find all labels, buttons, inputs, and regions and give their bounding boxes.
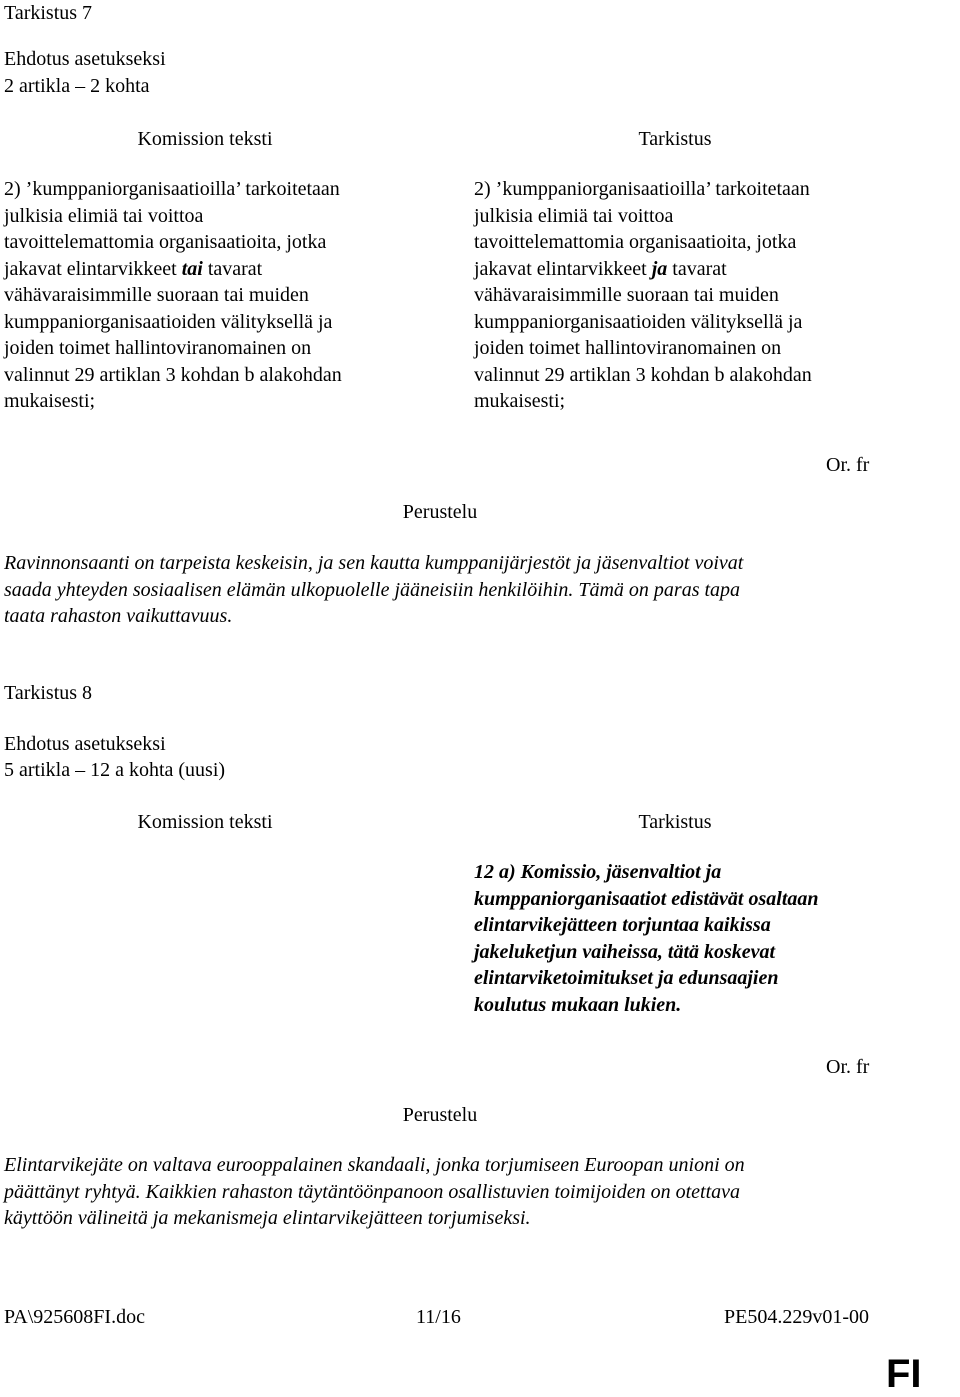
text-line: 2) ’kumppaniorganisaatioilla’ tarkoitetaan (474, 178, 810, 200)
amendment-7-proposal: Ehdotus asetukseksi (4, 48, 166, 70)
amendment-8-justification-header: Perustelu (402, 1104, 478, 1126)
text-line: jakeluketjun vaiheissa, tätä koskevat (474, 940, 776, 963)
changed-word: ja (651, 257, 668, 280)
text-line: tavoittelemattomia organisaatioita, jotka (4, 231, 327, 253)
text-line: 2) ’kumppaniorganisaatioilla’ tarkoitetaan (4, 178, 340, 200)
footer-file-name: PA\925608FI.doc (4, 1306, 145, 1328)
text-line: elintarviketoimitukset ja edunsaajien (474, 967, 779, 989)
text-line: valinnut 29 artiklan 3 kohdan b alakohdan (474, 363, 812, 386)
text-line: jakavat elintarvikkeet ja tavarat (474, 257, 727, 280)
amendment-7-commission-text (4, 176, 414, 415)
footer-page-number: 11/16 (416, 1306, 461, 1328)
text-line: saada yhteyden sosiaalisen elämän ulkopuolelle jääneisiin henkilöihin. Tämä on paras tapa (4, 578, 741, 601)
footer-language-code: FI (886, 1352, 922, 1396)
text-line: koulutus mukaan lukien. (474, 993, 682, 1016)
amendment-7-justification-header: Perustelu (402, 501, 478, 523)
amendment-8-amendment-header: Tarkistus (638, 811, 712, 833)
amendment-7-justification (4, 550, 904, 630)
text-line: vähävaraisimmille suoraan tai muiden (4, 284, 309, 306)
amendment-7-amendment-header: Tarkistus (638, 128, 712, 150)
text-line: elintarvikejätteen torjuntaa kaikissa (474, 914, 771, 936)
amendment-7-original-language: Or. fr (826, 454, 870, 476)
text-line: kumppaniorganisaatioiden välityksellä ja (474, 310, 803, 333)
amendment-7-commission-text-header: Komission teksti (137, 128, 273, 150)
footer-reference: PE504.229v01-00 (724, 1306, 869, 1328)
text-line: mukaisesti; (4, 390, 96, 412)
amendment-8-justification (4, 1152, 904, 1232)
text-line: mukaisesti; (474, 390, 566, 412)
text-line: vähävaraisimmille suoraan tai muiden (474, 284, 779, 306)
amendment-8-amendment-text (474, 859, 884, 1018)
amendment-8-article: 5 artikla – 12 a kohta (uusi) (4, 759, 226, 781)
amendment-8-proposal: Ehdotus asetukseksi (4, 733, 166, 755)
text-line: jakavat elintarvikkeet tai tavarat (4, 257, 263, 280)
amendment-8-number: Tarkistus 8 (4, 682, 93, 704)
text-line: käyttöön välineitä ja mekanismeja elintarvikejätteen torjumiseksi. (4, 1207, 531, 1229)
amendment-8-commission-text-header: Komission teksti (137, 811, 273, 833)
changed-word: tai (181, 257, 203, 280)
text-line: julkisia elimiä tai voittoa (4, 204, 204, 227)
text-line: julkisia elimiä tai voittoa (474, 204, 674, 227)
text-line: Ravinnonsaanti on tarpeista keskeisin, ja sen kautta kumppanijärjestöt ja jäsenvaltiot voivat (4, 552, 744, 574)
text-line: valinnut 29 artiklan 3 kohdan b alakohdan (4, 363, 342, 386)
text-line: joiden toimet hallintoviranomainen on (4, 337, 312, 359)
amendment-7-number: Tarkistus 7 (4, 2, 93, 24)
text-line: kumppaniorganisaatioiden välityksellä ja (4, 310, 333, 333)
text-line: taata rahaston vaikuttavuus. (4, 605, 233, 627)
text-line: päättänyt ryhtyä. Kaikkien rahaston täytäntöönpanoon osallistuvien toimijoiden on otettava (4, 1180, 741, 1203)
text-line: joiden toimet hallintoviranomainen on (474, 337, 782, 359)
amendment-7-amendment-text (474, 176, 884, 415)
text-line: tavoittelemattomia organisaatioita, jotka (474, 231, 797, 253)
amendment-8-original-language: Or. fr (826, 1056, 870, 1078)
text-line: kumppaniorganisaatiot edistävät osaltaan (474, 887, 819, 910)
text-line: 12 a) Komissio, jäsenvaltiot ja (474, 861, 722, 883)
amendment-7-article: 2 artikla – 2 kohta (4, 75, 150, 97)
text-line: Elintarvikejäte on valtava eurooppalainen skandaali, jonka torjumiseen Euroopan unioni on (4, 1154, 745, 1176)
